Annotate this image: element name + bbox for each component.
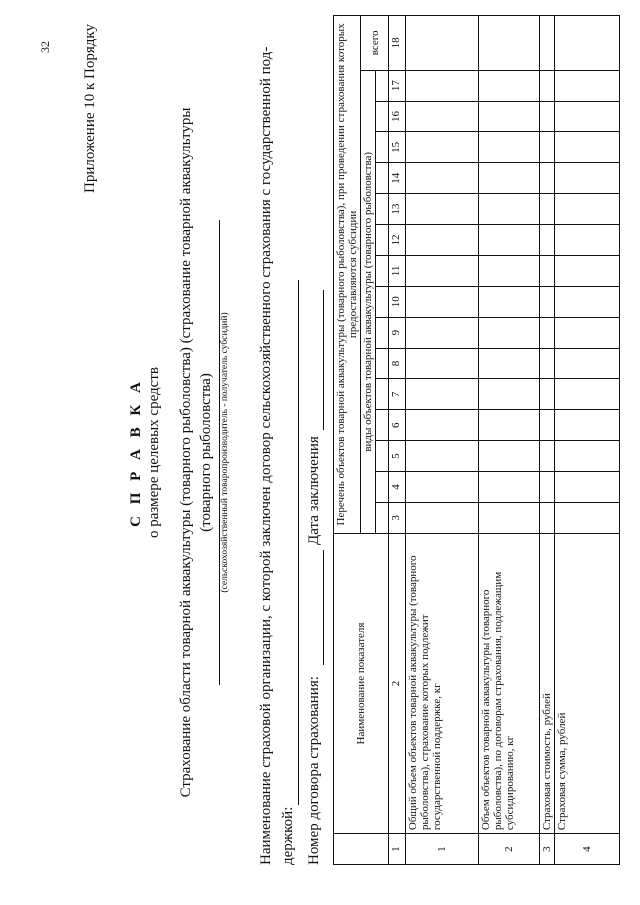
contract-date-label: Дата заключения [306, 436, 322, 545]
insurer-label-continued: держкой: [280, 806, 296, 865]
insurance-scope-line-2: (товарного рыболовства) [198, 373, 214, 532]
col-num-9: 9 [389, 317, 406, 348]
table-row [479, 16, 540, 865]
col-num-17: 17 [389, 70, 406, 101]
indicator-name-header: Наименование показателя [334, 533, 389, 833]
insurer-label: Наименование страховой организации, с которой заключен договор сельскохозяйственного страхования с государственной под- [258, 46, 274, 865]
header-number-cell [334, 834, 389, 865]
contract-number-label: Номер договора страхования: [306, 676, 322, 865]
insurance-scope-line: Страхование области товарной аквакультуры (товарного рыболовства) (страхование товарной аквакультуры [178, 107, 194, 798]
producer-caption: (сельскохозяйственный товаропроизводитель - получатель субсидий) [220, 312, 230, 593]
col-num-18: 18 [389, 16, 406, 71]
row-indicator-name: Общий объем объектов товарной аквакультуры (товарного рыболовства), страхование которых подлежит государственной поддержке, кг [406, 533, 479, 833]
col-num-15: 15 [389, 132, 406, 163]
insurer-fill-line [298, 280, 299, 805]
col-num-1: 1 [389, 834, 406, 865]
row-number: 1 [406, 834, 479, 865]
document-title: С П Р А В К А [128, 378, 144, 527]
col-num-16: 16 [389, 101, 406, 132]
table-row [540, 16, 555, 865]
table-row [406, 16, 479, 865]
objects-group-header: Перечень объектов товарной аквакультуры (товарного рыболовства), при проведении страхования которых предоставляются субсидии [334, 16, 361, 534]
appendix-reference: Приложение 10 к Порядку [82, 24, 98, 193]
col-num-4: 4 [389, 472, 406, 503]
row-number: 4 [555, 834, 620, 865]
col-num-3: 3 [389, 502, 406, 533]
contract-number-fill-line [323, 550, 324, 665]
row-indicator-name: Страховая стоимость, рублей [540, 533, 555, 833]
col-num-13: 13 [389, 194, 406, 225]
col-num-7: 7 [389, 379, 406, 410]
subsidy-table [333, 15, 620, 865]
page-number: 32 [38, 41, 52, 53]
col-num-11: 11 [389, 255, 406, 286]
row-number: 3 [540, 834, 555, 865]
row-indicator-name: Объем объектов товарной аквакультуры (товарного рыболовства), по договорам страхования, подлежащим субсидированию, кг [479, 533, 540, 833]
col-num-8: 8 [389, 348, 406, 379]
row-number: 2 [479, 834, 540, 865]
objects-subgroup-header: виды объектов товарной аквакультуры (товарного рыболовства) [361, 70, 376, 533]
col-num-14: 14 [389, 163, 406, 194]
contract-date-fill-line [323, 290, 324, 430]
row-indicator-name: Страховая сумма, рублей [555, 533, 620, 833]
col-num-5: 5 [389, 441, 406, 472]
document-subtitle: о размере целевых средств [146, 367, 162, 538]
col-num-2: 2 [389, 533, 406, 833]
col-num-12: 12 [389, 225, 406, 256]
column-number-row [389, 16, 406, 865]
col-num-10: 10 [389, 286, 406, 317]
table-row [555, 16, 620, 865]
total-header: всего [361, 16, 389, 71]
col-num-6: 6 [389, 410, 406, 441]
